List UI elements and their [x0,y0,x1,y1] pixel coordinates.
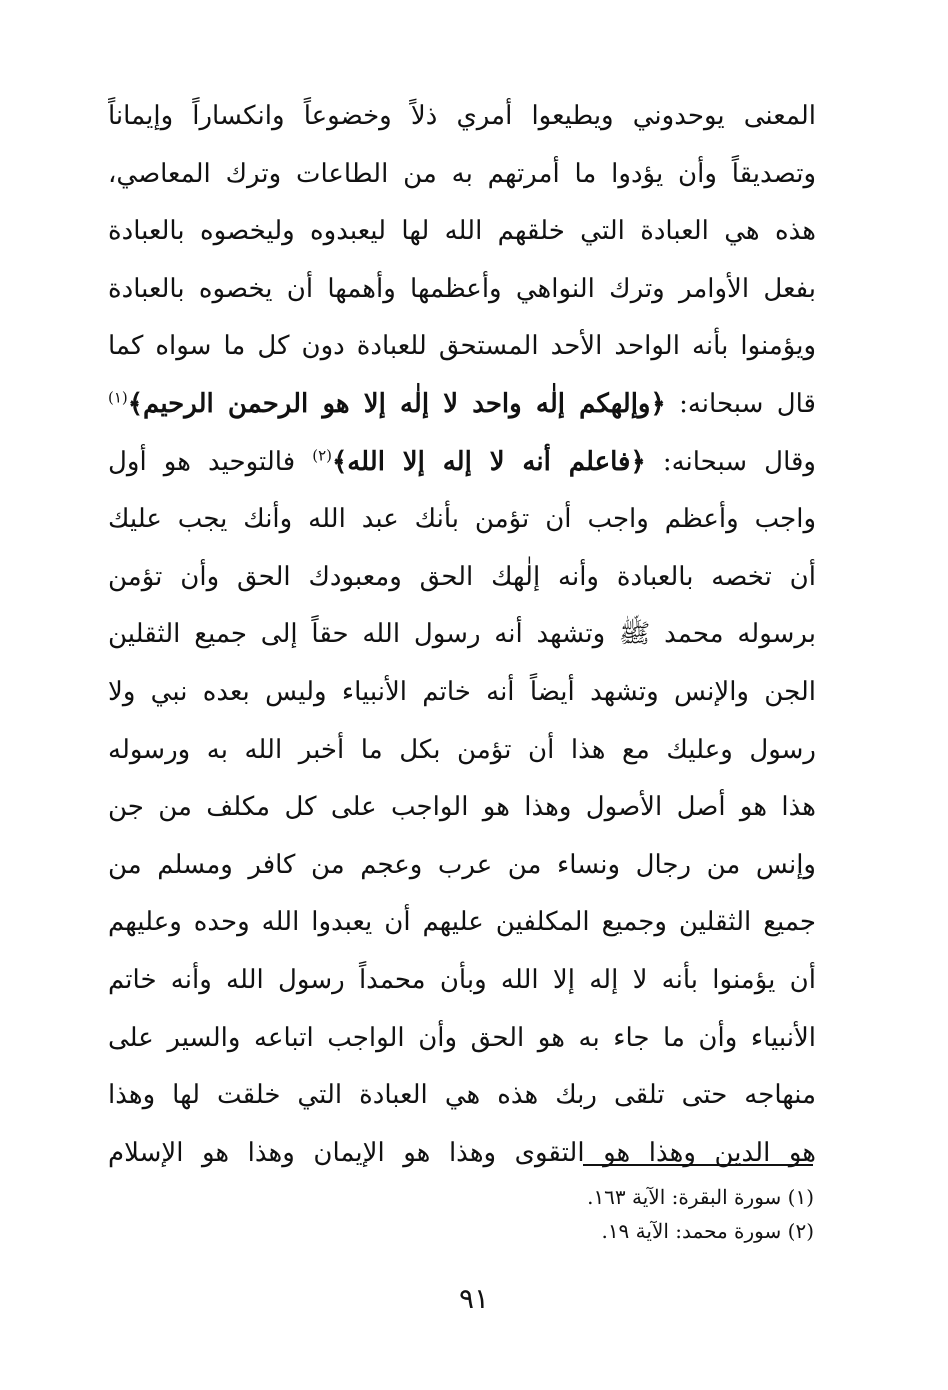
text-line-verse [108,434,816,492]
text-line [108,1067,816,1125]
footnote-ref: (١) [108,388,128,407]
text-line [108,722,816,780]
footnotes [587,1180,814,1248]
text-line [108,318,816,376]
line-text: جميع الثقلين وجميع المكلفين عليهم أن يعبدوا الله وحده وعليهم [108,907,816,938]
line-text: وإنس من رجال ونساء من عرب وعجم من كافر ومسلم من [108,849,816,880]
footnote-ref: (٢) [312,445,332,464]
page-number: ٩١ [458,1282,490,1315]
line-text: منهاجه حتى تلقى ربك هذه هي العبادة التي خلقت لها وهذا [108,1080,816,1111]
line-text: المعنى يوحدوني ويطيعوا أمري ذلاً وخضوعاً وانكساراً وإيماناً [108,101,816,131]
line-text: وتصديقاً وأن يؤدوا ما أمرتهم به من الطاعات وترك المعاصي، [108,158,816,189]
text-line-verse [108,376,816,434]
line-text: ويؤمنوا بأنه الواحد الأحد المستحق للعبادة دون كل ما سواه كما [108,331,816,362]
text-line [108,146,816,204]
text-line [108,88,816,146]
quran-verse: ﴿فاعلم أنه لا إله إلا الله﴾ [332,446,646,477]
line-text: هذه هي العبادة التي خلقهم الله لها ليعبدوه وليخصوه بالعبادة [108,216,816,247]
text-line [108,894,816,952]
text-line [108,203,816,261]
line-text: هو الدين وهذا هو التقوى وهذا هو الإيمان وهذا هو الإسلام [108,1137,816,1168]
text-line [108,1125,816,1183]
line-text: فالتوحيد هو أول [108,446,313,477]
line-text: رسول وعليك مع هذا أن تؤمن بكل ما أخبر الله به ورسوله [108,734,816,765]
text-line [108,261,816,319]
text-line [108,491,816,549]
line-text: أن تخصه بالعبادة وأنه إلٰهك الحق ومعبودك الحق وأن تؤمن [108,561,816,592]
text-line [108,549,816,607]
line-text: قال سبحانه: [665,388,816,419]
line-text: هذا هو أصل الأصول وهذا هو الواجب على كل مكلف من جن [108,792,816,823]
line-text: أن يؤمنوا بأنه لا إله إلا الله وبأن محمداً رسول الله وأنه خاتم [108,964,816,995]
line-text: واجب وأعظم واجب أن تؤمن بأنك عبد الله وأنك يجب عليك [108,504,816,535]
line-text: الأنبياء وأن ما جاء به هو الحق وأن الواجب اتباعه والسير على [108,1022,816,1053]
text-line [108,952,816,1010]
text-line [108,664,816,722]
line-text: وقال سبحانه: [645,446,816,477]
text-line [108,837,816,895]
footnote: (١) سورة البقرة: الآية ١٦٣. [587,1185,814,1209]
line-text: الجن والإنس وتشهد أيضاً أنه خاتم الأنبياء وليس بعده نبي ولا [108,676,816,707]
line-text: بفعل الأوامر وترك النواهي وأعظمها وأهمها أن يخصوه بالعبادة [108,273,816,304]
body-text [108,88,816,1182]
footnote: (٢) سورة محمد: الآية ١٩. [601,1219,814,1243]
quran-verse: ﴿وإلهكم إلٰه واحد لا إلٰه إلا هو الرحمن الرحيم﴾ [127,388,666,419]
footnote-divider [583,1164,813,1166]
text-line [108,779,816,837]
text-line [108,606,816,664]
line-text: برسوله محمد ﷺ وتشهد أنه رسول الله حقاً إلى جميع الثقلين [108,619,816,650]
text-line [108,1010,816,1068]
